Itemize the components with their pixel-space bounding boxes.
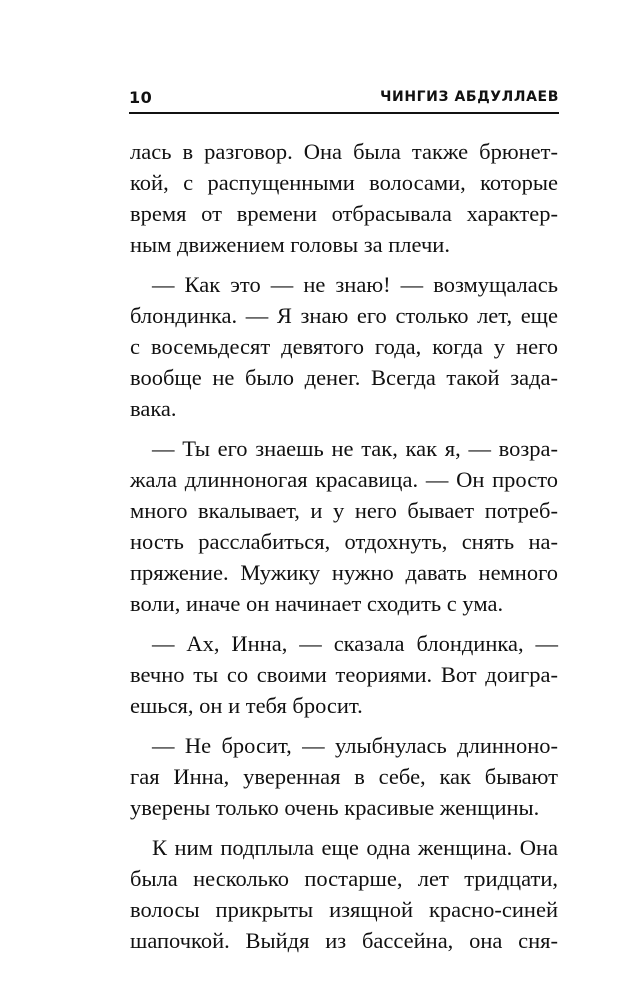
- text-line: пряжение. Мужику нужно давать немного: [130, 560, 558, 585]
- text-line: вака.: [130, 396, 177, 421]
- text-line: много вкалывает, и у него бывает потреб-: [130, 498, 558, 523]
- text-line: уверены только очень красивые женщины.: [130, 795, 540, 820]
- text-line: была несколько постарше, лет тридцати,: [130, 866, 558, 891]
- text-line: ешься, он и тебя бросит.: [130, 693, 363, 718]
- text-line: время от времени отбрасывала характер-: [130, 201, 558, 226]
- paragraph-3: [130, 433, 558, 619]
- page-number: 10: [129, 88, 153, 107]
- page-header: [129, 86, 559, 112]
- text-line: — Не бросит, — улыбнулась длинноно-: [152, 733, 558, 758]
- paragraph-5: [130, 730, 558, 823]
- text-line: — Ах, Инна, — сказала блондинка, —: [152, 631, 558, 656]
- text-line: жала длинноногая красавица. — Он просто: [130, 467, 558, 492]
- header-rule: [129, 112, 559, 114]
- text-line: шапочкой. Выйдя из бассейна, она сня-: [130, 928, 558, 953]
- text-line: ным движением головы за плечи.: [130, 232, 450, 257]
- paragraph-2: [130, 269, 558, 424]
- text-line: блондинка. — Я знаю его столько лет, еще: [130, 303, 558, 328]
- paragraph-4: [130, 628, 558, 721]
- paragraph-1: [130, 136, 558, 260]
- text-line: — Ты его знаешь не так, как я, — возра-: [152, 436, 558, 461]
- text-line: К ним подплыла еще одна женщина. Она: [152, 835, 558, 860]
- text-line: гая Инна, уверенная в себе, как бывают: [130, 764, 558, 789]
- text-line: кой, с распущенными волосами, которые: [130, 170, 558, 195]
- running-head-author: ЧИНГИЗ АБДУЛЛАЕВ: [380, 89, 559, 105]
- text-line: вечно ты со своими теориями. Вот доигра-: [130, 662, 558, 687]
- text-line: ность расслабиться, отдохнуть, снять на-: [130, 529, 558, 554]
- text-line: вообще не было денег. Всегда такой зада-: [130, 365, 558, 390]
- text-line: — Как это — не знаю! — возмущалась: [152, 272, 558, 297]
- paragraph-6: [130, 832, 558, 956]
- text-line: лась в разговор. Она была также брюнет-: [130, 139, 558, 164]
- body-text: [130, 136, 558, 956]
- text-line: с восемьдесят девятого года, когда у него: [130, 334, 558, 359]
- text-line: воли, иначе он начинает сходить с ума.: [130, 591, 504, 616]
- text-line: волосы прикрыты изящной красно-синей: [130, 897, 558, 922]
